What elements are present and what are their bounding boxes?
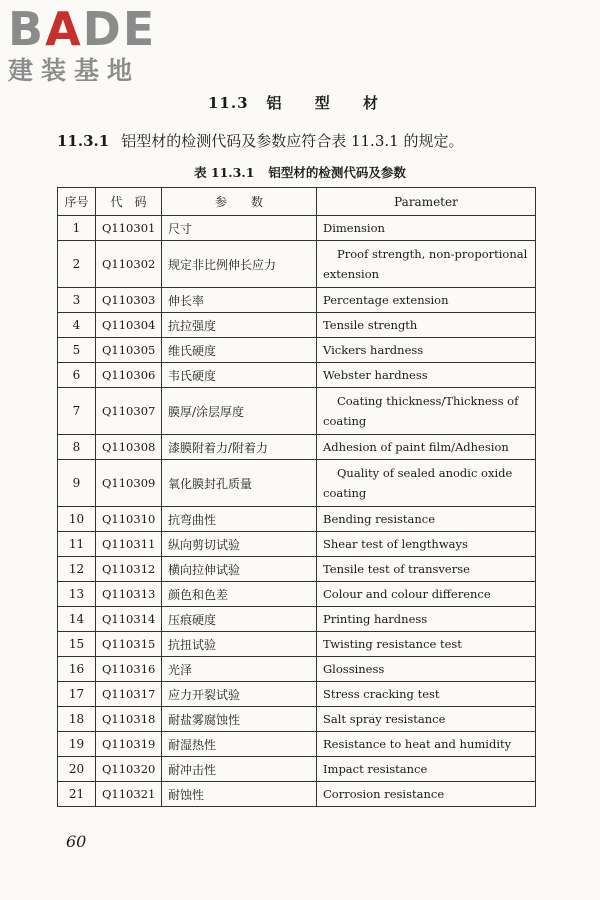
row-parameter-en: Salt spray resistance (317, 707, 536, 732)
row-serial: 11 (58, 532, 96, 557)
bade-logo (8, 2, 178, 88)
table-row (58, 288, 536, 313)
table-caption-number: 表 11.3.1 (194, 165, 255, 180)
clause-paragraph (57, 130, 463, 152)
row-parameter-en: Colour and colour difference (317, 582, 536, 607)
row-parameter-cn: 抗扭试验 (162, 632, 317, 657)
row-code: Q110321 (96, 782, 162, 807)
table-row (58, 732, 536, 757)
logo-letter-a: A (45, 2, 83, 56)
table-body (58, 216, 536, 807)
table-row (58, 757, 536, 782)
table-row (58, 632, 536, 657)
row-code: Q110306 (96, 363, 162, 388)
row-code: Q110318 (96, 707, 162, 732)
row-code: Q110315 (96, 632, 162, 657)
table-caption-title: 铝型材的检测代码及参数 (268, 165, 406, 180)
row-parameter-en: Proof strength, non-proportional extension (317, 241, 536, 288)
table-row (58, 388, 536, 435)
row-parameter-en: Glossiness (317, 657, 536, 682)
row-serial: 7 (58, 388, 96, 435)
row-code: Q110302 (96, 241, 162, 288)
row-code: Q110303 (96, 288, 162, 313)
section-title-text: 铝 型 材 (266, 94, 392, 112)
table-row (58, 460, 536, 507)
row-parameter-en: Vickers hardness (317, 338, 536, 363)
row-code: Q110314 (96, 607, 162, 632)
row-code: Q110307 (96, 388, 162, 435)
row-parameter-en: Tensile strength (317, 313, 536, 338)
logo-letter-b: B (8, 2, 46, 56)
table-row (58, 707, 536, 732)
row-serial: 20 (58, 757, 96, 782)
table-caption (0, 163, 600, 181)
row-parameter-cn: 颜色和色差 (162, 582, 317, 607)
row-parameter-en: Shear test of lengthways (317, 532, 536, 557)
row-code: Q110312 (96, 557, 162, 582)
row-code: Q110308 (96, 435, 162, 460)
row-code: Q110316 (96, 657, 162, 682)
row-serial: 9 (58, 460, 96, 507)
table-row (58, 782, 536, 807)
row-serial: 17 (58, 682, 96, 707)
table-row (58, 657, 536, 682)
row-parameter-cn: 规定非比例伸长应力 (162, 241, 317, 288)
page-number: 60 (66, 832, 87, 851)
table-row (58, 682, 536, 707)
logo-wordmark (8, 2, 157, 56)
row-serial: 2 (58, 241, 96, 288)
row-serial: 13 (58, 582, 96, 607)
table-row (58, 363, 536, 388)
row-code: Q110305 (96, 338, 162, 363)
header-serial: 序号 (58, 188, 96, 216)
row-serial: 16 (58, 657, 96, 682)
row-parameter-en: Bending resistance (317, 507, 536, 532)
row-parameter-cn: 横向拉伸试验 (162, 557, 317, 582)
row-parameter-cn: 韦氏硬度 (162, 363, 317, 388)
table-row (58, 313, 536, 338)
row-parameter-cn: 耐盐雾腐蚀性 (162, 707, 317, 732)
header-code: 代 码 (96, 188, 162, 216)
section-number: 11.3 (208, 94, 249, 112)
row-parameter-en: Impact resistance (317, 757, 536, 782)
header-parameter-en: Parameter (317, 188, 536, 216)
row-code: Q110309 (96, 460, 162, 507)
row-parameter-en: Printing hardness (317, 607, 536, 632)
row-parameter-en: Resistance to heat and humidity (317, 732, 536, 757)
row-parameter-cn: 纵向剪切试验 (162, 532, 317, 557)
row-serial: 19 (58, 732, 96, 757)
row-parameter-en: Twisting resistance test (317, 632, 536, 657)
clause-number: 11.3.1 (57, 132, 110, 150)
table-row (58, 507, 536, 532)
row-parameter-en: Dimension (317, 216, 536, 241)
row-serial: 1 (58, 216, 96, 241)
row-serial: 4 (58, 313, 96, 338)
row-serial: 21 (58, 782, 96, 807)
section-title (0, 92, 600, 113)
row-serial: 15 (58, 632, 96, 657)
row-parameter-cn: 应力开裂试验 (162, 682, 317, 707)
row-parameter-en: Tensile test of transverse (317, 557, 536, 582)
parameter-table (57, 187, 536, 807)
row-parameter-en: Coating thickness/Thickness of coating (317, 388, 536, 435)
row-parameter-cn: 耐冲击性 (162, 757, 317, 782)
row-parameter-cn: 伸长率 (162, 288, 317, 313)
row-parameter-cn: 维氏硬度 (162, 338, 317, 363)
table-row (58, 435, 536, 460)
row-parameter-cn: 耐湿热性 (162, 732, 317, 757)
row-parameter-en: Percentage extension (317, 288, 536, 313)
row-code: Q110319 (96, 732, 162, 757)
table-row (58, 216, 536, 241)
row-serial: 10 (58, 507, 96, 532)
row-parameter-cn: 抗拉强度 (162, 313, 317, 338)
table-row (58, 582, 536, 607)
row-parameter-cn: 光泽 (162, 657, 317, 682)
clause-text: 铝型材的检测代码及参数应符合表 11.3.1 的规定。 (121, 132, 464, 150)
header-parameter-cn: 参 数 (162, 188, 317, 216)
table-row (58, 338, 536, 363)
row-serial: 8 (58, 435, 96, 460)
table-row (58, 241, 536, 288)
table-row (58, 557, 536, 582)
row-serial: 5 (58, 338, 96, 363)
row-code: Q110320 (96, 757, 162, 782)
row-parameter-cn: 耐蚀性 (162, 782, 317, 807)
row-parameter-cn: 抗弯曲性 (162, 507, 317, 532)
row-code: Q110311 (96, 532, 162, 557)
row-code: Q110304 (96, 313, 162, 338)
row-parameter-en: Adhesion of paint film/Adhesion (317, 435, 536, 460)
logo-letters-de: DE (82, 2, 157, 56)
row-code: Q110313 (96, 582, 162, 607)
row-serial: 6 (58, 363, 96, 388)
row-code: Q110317 (96, 682, 162, 707)
row-serial: 3 (58, 288, 96, 313)
row-parameter-cn: 氧化膜封孔质量 (162, 460, 317, 507)
row-parameter-cn: 膜厚/涂层厚度 (162, 388, 317, 435)
row-parameter-cn: 漆膜附着力/附着力 (162, 435, 317, 460)
row-parameter-en: Stress cracking test (317, 682, 536, 707)
row-parameter-en: Quality of sealed anodic oxide coating (317, 460, 536, 507)
row-serial: 12 (58, 557, 96, 582)
row-parameter-en: Corrosion resistance (317, 782, 536, 807)
row-serial: 18 (58, 707, 96, 732)
table-row (58, 532, 536, 557)
table-header-row (58, 188, 536, 216)
logo-chinese: 建装基地 (8, 56, 141, 85)
row-parameter-cn: 压痕硬度 (162, 607, 317, 632)
row-parameter-en: Webster hardness (317, 363, 536, 388)
row-parameter-cn: 尺寸 (162, 216, 317, 241)
row-serial: 14 (58, 607, 96, 632)
row-code: Q110301 (96, 216, 162, 241)
row-code: Q110310 (96, 507, 162, 532)
table-row (58, 607, 536, 632)
